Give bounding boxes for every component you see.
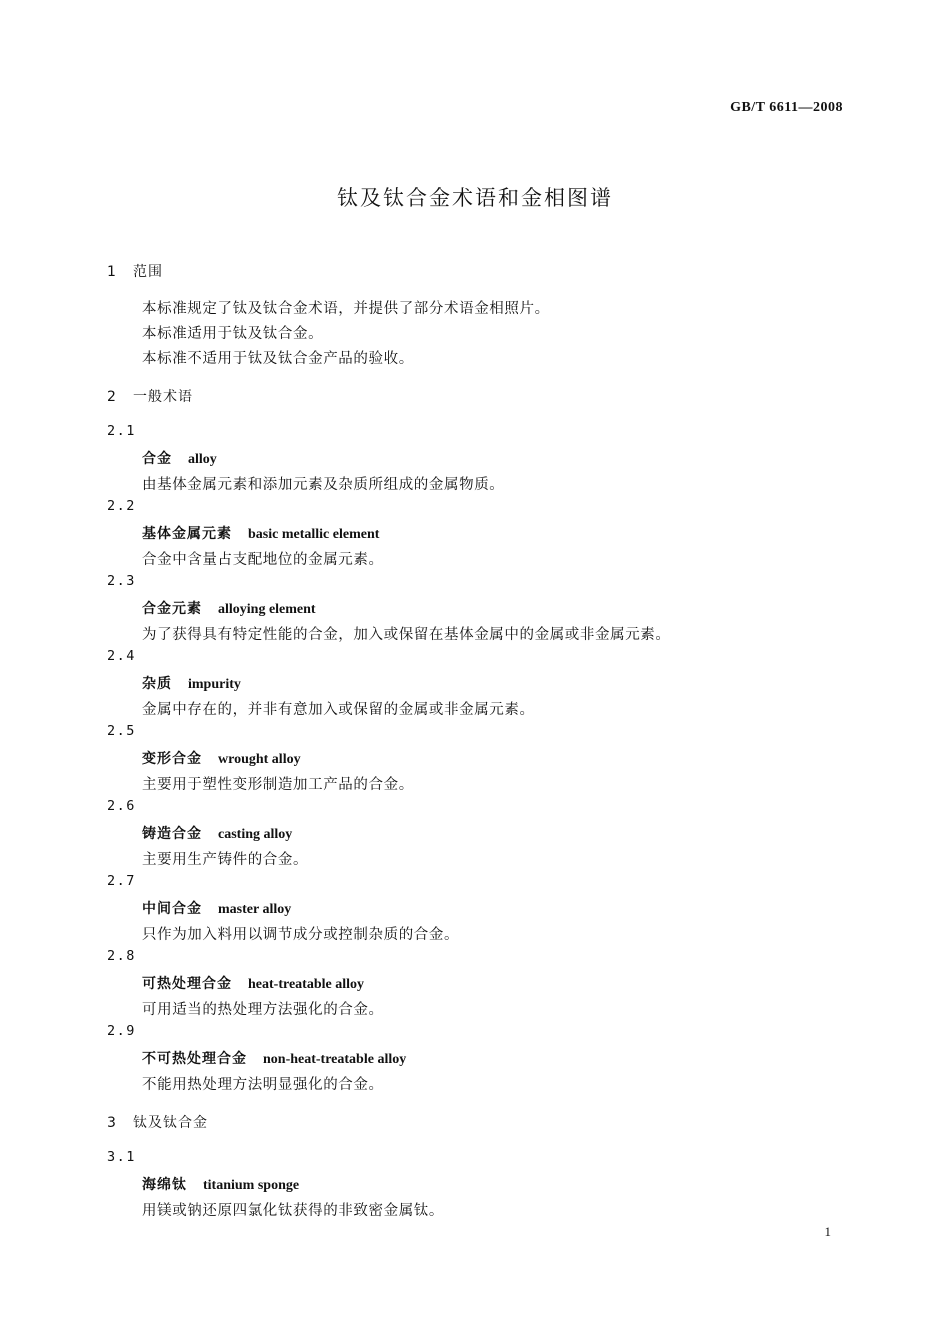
clause-number: 2.5 [107, 723, 136, 739]
term-definition: 不能用热处理方法明显强化的合金。 [142, 1077, 384, 1093]
section-heading [107, 386, 193, 406]
term-chinese: 合金 [142, 451, 172, 467]
document-title: 钛及钛合金术语和金相图谱 [337, 186, 613, 210]
clause-number: 2.1 [107, 423, 136, 439]
term-entry [142, 523, 379, 543]
term-english: wrought alloy [218, 752, 301, 767]
term-english: alloying element [218, 602, 316, 617]
term-definition: 由基体金属元素和添加元素及杂质所组成的金属物质。 [142, 477, 505, 493]
term-chinese: 可热处理合金 [142, 976, 232, 992]
clause-number: 2.4 [107, 648, 136, 664]
term-entry [142, 1048, 406, 1068]
term-chinese: 变形合金 [142, 751, 202, 767]
term-definition: 合金中含量占支配地位的金属元素。 [142, 552, 384, 568]
paragraph: 本标准规定了钛及钛合金术语，并提供了部分术语金相照片。 [142, 301, 550, 317]
term-definition: 只作为加入料用以调节成分或控制杂质的合金。 [142, 927, 460, 943]
section-title: 范围 [133, 264, 163, 280]
clause-number: 2.8 [107, 948, 136, 964]
clause-number: 2.3 [107, 573, 136, 589]
term-chinese: 不可热处理合金 [142, 1051, 247, 1067]
paragraph: 本标准适用于钛及钛合金。 [142, 326, 324, 342]
section-title: 钛及钛合金 [133, 1115, 208, 1131]
section-heading [107, 1112, 208, 1132]
clause-number: 2.2 [107, 498, 136, 514]
term-english: casting alloy [218, 827, 293, 842]
term-chinese: 海绵钛 [142, 1177, 187, 1193]
term-definition: 主要用生产铸件的合金。 [142, 852, 309, 868]
clause-number: 2.7 [107, 873, 136, 889]
term-definition: 可用适当的热处理方法强化的合金。 [142, 1002, 384, 1018]
section-number: 3 [107, 1115, 117, 1131]
clause-number: 2.9 [107, 1023, 136, 1039]
section-number: 2 [107, 389, 117, 405]
term-english: impurity [188, 677, 241, 692]
term-english: basic metallic element [248, 527, 380, 542]
page-number: 1 [824, 1224, 831, 1239]
term-english: titanium sponge [203, 1178, 300, 1193]
paragraph: 本标准不适用于钛及钛合金产品的验收。 [142, 351, 414, 367]
term-entry [142, 748, 301, 768]
standard-number: GB/T 6611—2008 [730, 100, 843, 115]
section-heading [107, 261, 163, 281]
term-english: alloy [188, 452, 217, 467]
term-english: master alloy [218, 902, 292, 917]
term-entry [142, 823, 292, 843]
term-chinese: 铸造合金 [142, 826, 202, 842]
term-chinese: 杂质 [142, 676, 172, 692]
term-english: heat-treatable alloy [248, 977, 364, 992]
term-english: non-heat-treatable alloy [263, 1052, 407, 1067]
term-chinese: 中间合金 [142, 901, 202, 917]
term-definition: 金属中存在的，并非有意加入或保留的金属或非金属元素。 [142, 702, 535, 718]
term-definition: 主要用于塑性变形制造加工产品的合金。 [142, 777, 414, 793]
term-entry [142, 898, 291, 918]
term-definition: 为了获得具有特定性能的合金，加入或保留在基体金属中的金属或非金属元素。 [142, 627, 671, 643]
clause-number: 3.1 [107, 1149, 136, 1165]
term-definition: 用镁或钠还原四氯化钛获得的非致密金属钛。 [142, 1203, 444, 1219]
section-title: 一般术语 [133, 389, 193, 405]
term-entry [142, 598, 316, 618]
term-entry [142, 448, 217, 468]
section-number: 1 [107, 264, 117, 280]
term-chinese: 基体金属元素 [142, 526, 232, 542]
term-entry [142, 973, 364, 993]
term-entry [142, 673, 241, 693]
term-chinese: 合金元素 [142, 601, 202, 617]
clause-number: 2.6 [107, 798, 136, 814]
term-entry [142, 1174, 299, 1194]
